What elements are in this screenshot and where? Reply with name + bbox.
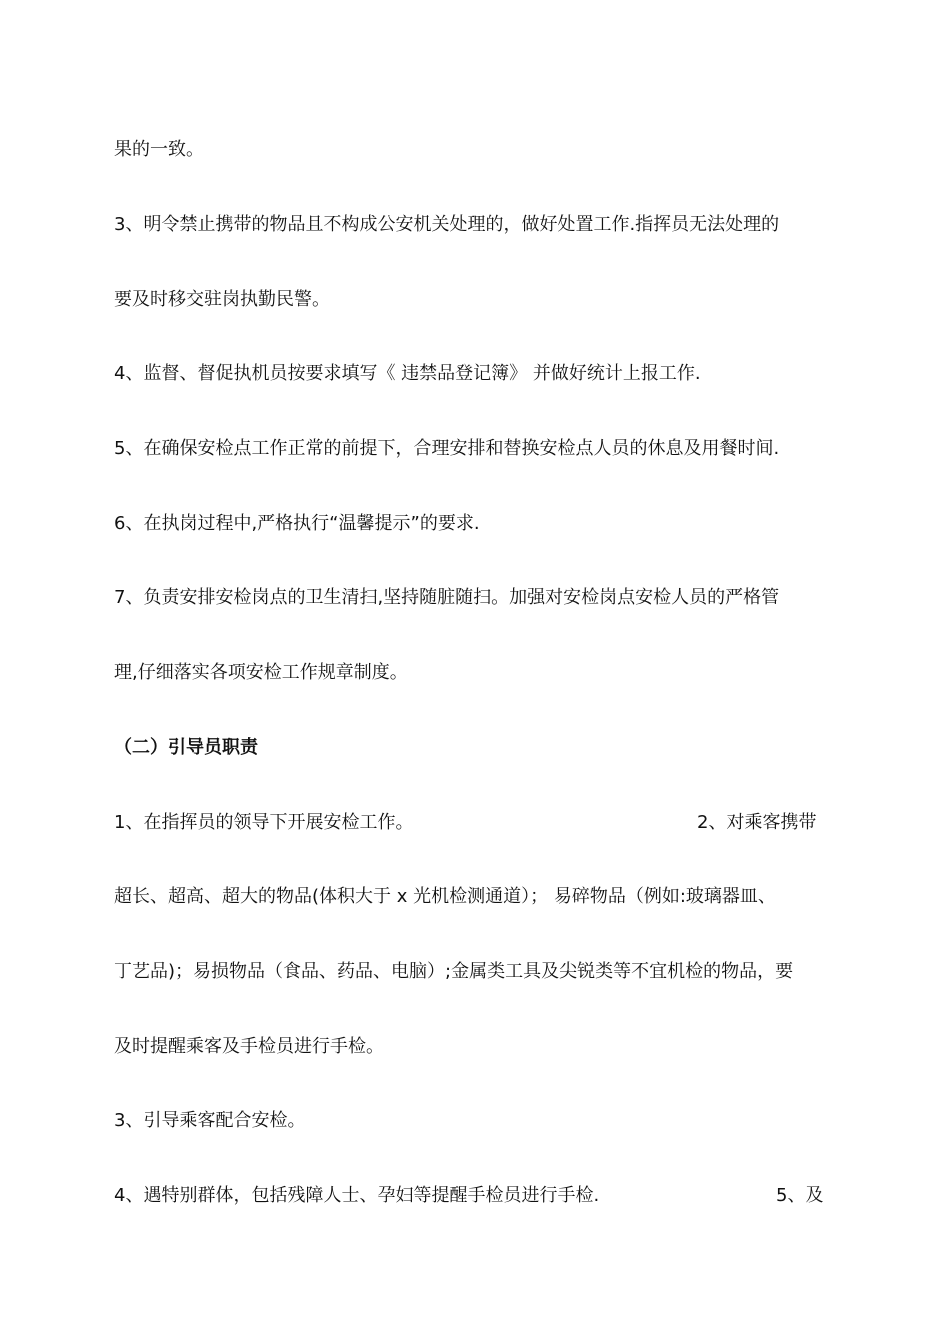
paragraph-line: 6、在执岗过程中,严格执行“温馨提示”的要求. bbox=[114, 513, 480, 534]
guide-item-4: 4、遇特别群体，包括残障人士、孕妇等提醒手检员进行手检. bbox=[114, 1185, 600, 1206]
paragraph-line: 理,仔细落实各项安检工作规章制度。 bbox=[114, 662, 408, 683]
paragraph-line: 要及时移交驻岗执勤民警。 bbox=[114, 289, 330, 310]
paragraph-line: 3、引导乘客配合安检。 bbox=[114, 1110, 306, 1131]
section-heading: （二）引导员职责 bbox=[114, 737, 258, 758]
paragraph-line: 7、负责安排安检岗点的卫生清扫,坚持随脏随扫。加强对安检岗点安检人员的严格管 bbox=[114, 587, 780, 608]
paragraph-line: 丁艺品)；易损物品（食品、药品、电脑）;金属类工具及尖锐类等不宜机检的物品，要 bbox=[114, 961, 794, 982]
paragraph-line: 3、明令禁止携带的物品且不构成公安机关处理的，做好处置工作.指挥员无法处理的 bbox=[114, 214, 780, 235]
guide-item-5-start: 5、及 bbox=[776, 1185, 824, 1206]
guide-item-1: 1、在指挥员的领导下开展安检工作。 bbox=[114, 812, 414, 833]
paragraph-line: 果的一致。 bbox=[114, 139, 204, 160]
paragraph-line: 4、监督、督促执机员按要求填写《 违禁品登记簿》 并做好统计上报工作. bbox=[114, 363, 701, 384]
paragraph-line: 超长、超高、超大的物品(体积大于 x 光机检测通道）； 易碎物品（例如:玻璃器皿、 bbox=[114, 886, 776, 907]
paragraph-line: 及时提醒乘客及手检员进行手检。 bbox=[114, 1036, 384, 1057]
paragraph-line: 5、在确保安检点工作正常的前提下，合理安排和替换安检点人员的休息及用餐时间. bbox=[114, 438, 780, 459]
guide-item-2-start: 2、对乘客携带 bbox=[697, 812, 817, 833]
